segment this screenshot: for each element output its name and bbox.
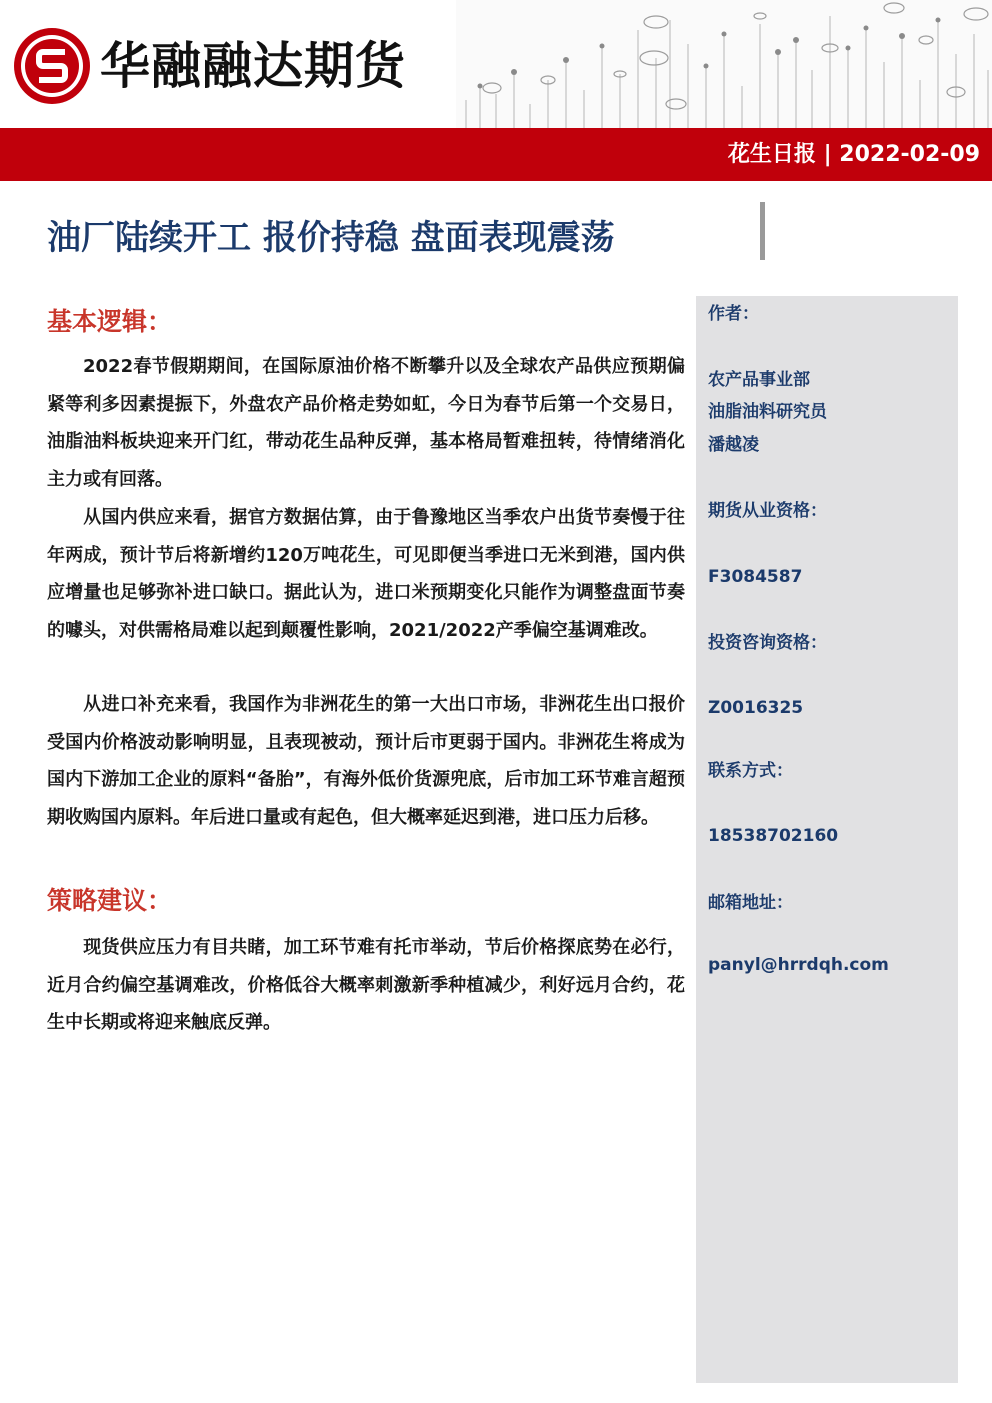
section-heading-strategy: 策略建议：: [47, 886, 173, 915]
section-heading-logic: 基本逻辑：: [47, 307, 173, 336]
huarong-s-logo-icon: [12, 26, 92, 106]
email-link[interactable]: panyl@hrrdqh.com: [708, 955, 889, 975]
logic-paragraph: 从进口补充来看，我国作为非洲花生的第一大出口市场，非洲花生出口报价受国内价格波动影响明显，且表现被动，预计后市更弱于国内。非洲花生将成为国内下游加工企业的原料“备胎”，有海外低价货源兜底，后市加工环节难言超预期收购国内原料。年后进口量或有起色，但大概率延迟到港，进口压力后移。: [47, 694, 685, 828]
contact-phone: 18538702160: [708, 826, 839, 846]
title-divider: [760, 202, 765, 260]
invest-qual-label: 投资咨询资格：: [708, 633, 827, 653]
brand-name: 华融融达期货: [100, 36, 406, 95]
invest-qual-value: Z0016325: [708, 698, 804, 718]
page-header: [0, 0, 992, 130]
logic-paragraph: 从国内供应来看，据官方数据估算，由于鲁豫地区当季农户出货节奏慢于往年两成，预计节后将新增约120万吨花生，可见即便当季进口无米到港，国内供应增量也足够弥补进口缺口。据此认为，进口米预期变化只能作为调整盘面节奏的噱头，对供需格局难以起到颠覆性影响，2021/2022产季偏空基调难改。: [47, 507, 685, 641]
strategy-paragraph: 现货供应压力有目共睹，加工环节难有托市举动，节后价格探底势在必行，近月合约偏空基调难改，价格低谷大概率刺激新季种植减少，利好远月合约，花生中长期或将迎来触底反弹。: [47, 937, 685, 1034]
decorative-lines-graphic: [456, 0, 992, 130]
futures-qual-label: 期货从业资格：: [708, 501, 827, 521]
author-sidebar: [696, 296, 958, 1383]
author-label: 作者：: [708, 304, 759, 324]
email-label: 邮箱地址：: [708, 893, 793, 913]
page-title: 油厂陆续开工 报价持稳 盘面表现震荡: [47, 218, 615, 258]
author-dept: 农产品事业部: [708, 370, 810, 390]
author-name: 潘越凌: [708, 435, 759, 455]
author-role: 油脂油料研究员: [708, 402, 827, 422]
logic-paragraph: 2022春节假期期间，在国际原油价格不断攀升以及全球农产品供应预期偏紧等利多因素提振下，外盘农产品价格走势如虹，今日为春节后第一个交易日，油脂油料板块迎来开门红，带动花生品种反弹，基本格局暂难扭转，待情绪消化主力或有回落。: [47, 356, 685, 490]
futures-qual-value: F3084587: [708, 567, 803, 587]
contact-label: 联系方式：: [708, 761, 793, 781]
report-label: 花生日报 | 2022-02-09: [727, 142, 980, 167]
